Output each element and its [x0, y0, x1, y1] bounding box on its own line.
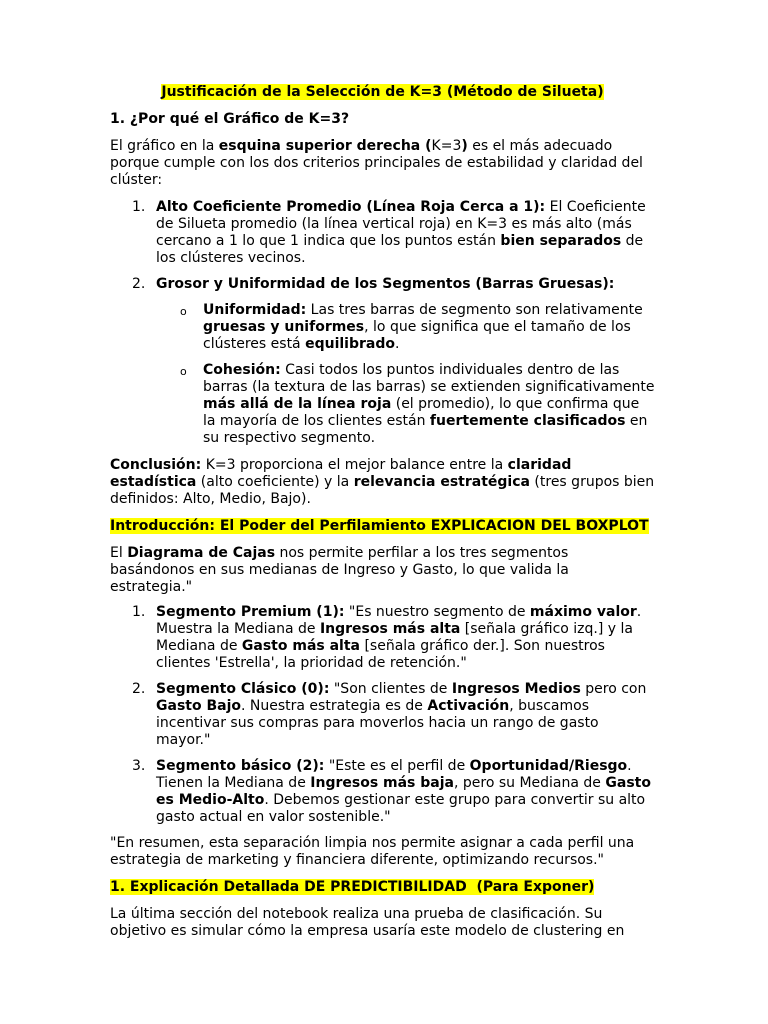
bullet-icon: o: [180, 305, 187, 318]
sub-item-uniformidad: o Uniformidad: Las tres barras de segmento son relativamente gruesas y uniformes, lo que significa que el tamaño de los clústeres está equilibrado.: [180, 302, 643, 352]
list-item-segmento-premium: 1. Segmento Premium (1): "Es nuestro segmento de máximo valor. Muestra la Mediana de Ingresos más alta [señala gráfico izq.] y la Mediana de Gasto más alta [señala gráfico der.]. Son nuestros clientes 'Estrella', la prioridad de retención.": [132, 604, 642, 671]
document-body: [110, 84, 655, 940]
list-number: 1.: [132, 604, 146, 620]
document-title: Justificación de la Selección de K=3 (Método de Silueta): [161, 84, 604, 100]
list-number: 3.: [132, 758, 146, 774]
list-item-grosor: 2. Grosor y Uniformidad de los Segmentos (Barras Gruesas):: [132, 276, 615, 292]
list-item-segmento-clasico: 2. Segmento Clásico (0): "Son clientes de Ingresos Medios pero con Gasto Bajo. Nuestra estrategia es de Activación, buscamos incentivar sus compras para moverlos hacia un rango de gasto mayor.": [132, 681, 647, 748]
section-intro-paragraph: El gráfico en la esquina superior derecha (K=3) es el más adecuado porque cumple con los dos criterios principales de estabilidad y claridad del clúster:: [110, 138, 643, 188]
list-number: 1.: [132, 199, 146, 215]
list-item-segmento-basico: 3. Segmento básico (2): "Este es el perfil de Oportunidad/Riesgo. Tienen la Mediana de Ingresos más baja, pero su Mediana de Gasto es Medio-Alto. Debemos gestionar este grupo para convertir su alto gasto actual en valor sostenible.": [132, 758, 651, 825]
bullet-icon: o: [180, 365, 187, 378]
summary-paragraph: "En resumen, esta separación limpia nos permite asignar a cada perfil una estrategia de marketing y financiera diferente, optimizando recursos.": [110, 835, 635, 868]
section-heading-boxplot: Introducción: El Poder del Perfilamiento EXPLICACION DEL BOXPLOT: [110, 518, 649, 534]
section-heading-por-que-k3: 1. ¿Por qué el Gráfico de K=3?: [110, 111, 350, 127]
list-number: 2.: [132, 276, 146, 292]
section-heading-predictibilidad: 1. Explicación Detallada DE PREDICTIBILIDAD (Para Exponer): [110, 879, 595, 895]
conclusion-paragraph: Conclusión: K=3 proporciona el mejor balance entre la claridad estadística (alto coeficiente) y la relevancia estratégica (tres grupos bien definidos: Alto, Medio, Bajo).: [110, 457, 655, 507]
list-number: 2.: [132, 681, 146, 697]
predictibilidad-paragraph: La última sección del notebook realiza una prueba de clasificación. Su objetivo es simular cómo la empresa usaría este modelo de clustering en: [110, 906, 625, 939]
list-item-coeficiente: 1. Alto Coeficiente Promedio (Línea Roja Cerca a 1): El Coeficiente de Silueta promedio (la línea vertical roja) en K=3 es más alto (más cercano a 1 lo que 1 indica que los puntos están bien separados de los clústeres vecinos.: [132, 199, 646, 266]
sub-item-cohesion: o Cohesión: Casi todos los puntos individuales dentro de las barras (la textura de las barras) se extienden significativamente más allá de la línea roja (el promedio), lo que confirma que la mayoría de los clientes están fuertemente clasificados en su respectivo segmento.: [180, 362, 655, 446]
boxplot-intro-paragraph: El Diagrama de Cajas nos permite perfilar a los tres segmentos basándonos en sus medianas de Ingreso y Gasto, lo que valida la estrategia.": [110, 545, 569, 595]
